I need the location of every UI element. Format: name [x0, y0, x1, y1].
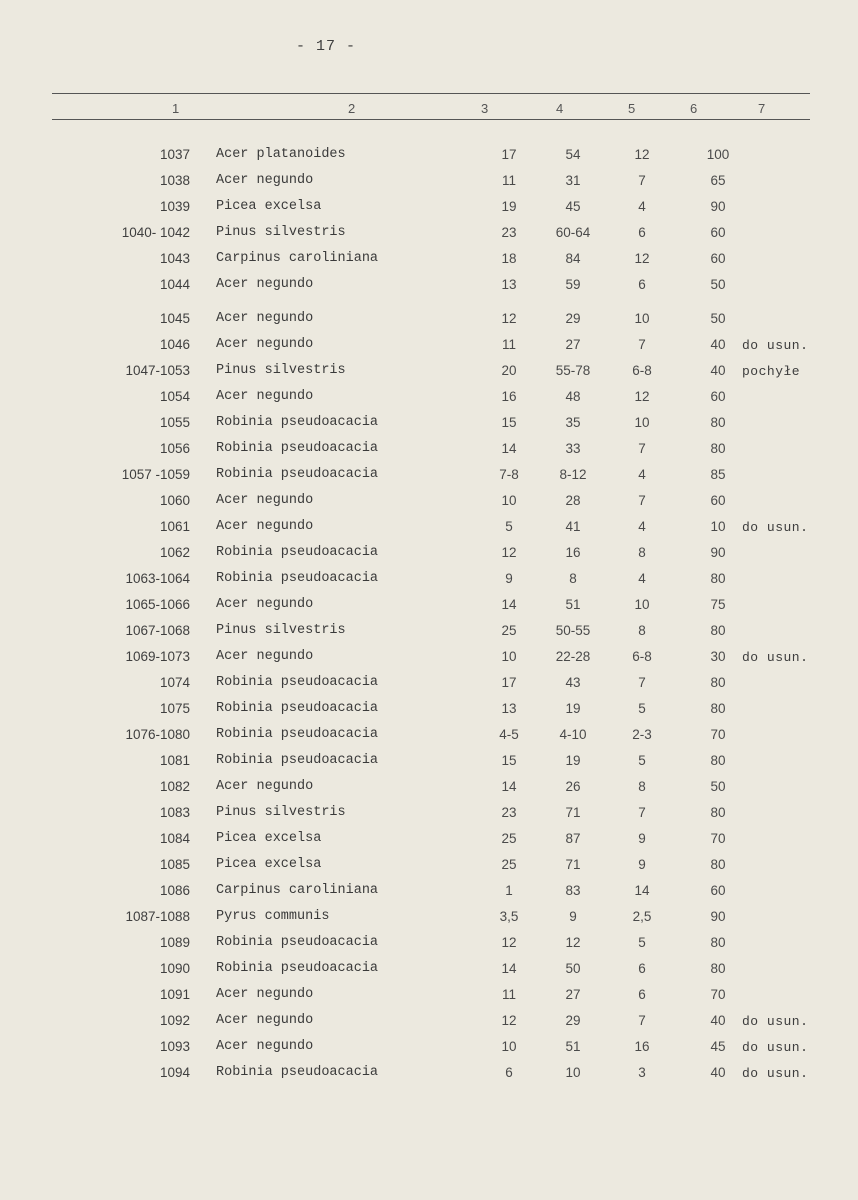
column-5-value: 5	[638, 701, 646, 716]
column-5-value: 4	[638, 571, 646, 586]
column-6-value: 60	[710, 883, 726, 898]
column-6-value: 80	[710, 805, 726, 820]
column-6-value: 40	[710, 363, 726, 378]
column-4-value: 33	[565, 441, 581, 456]
table-row	[0, 248, 858, 274]
table-row	[0, 360, 858, 386]
tree-number: 1092	[159, 1013, 190, 1028]
tree-number: 1082	[159, 779, 190, 794]
column-3-value: 6	[505, 1065, 513, 1080]
column-6-value: 60	[710, 389, 726, 404]
column-4-value: 12	[565, 935, 581, 950]
column-4-value: 22-28	[555, 649, 591, 664]
species-name: Robinia pseudoacacia	[216, 701, 379, 716]
species-name: Acer negundo	[216, 597, 314, 612]
column-3-value: 4-5	[499, 727, 519, 742]
column-3-value: 14	[501, 779, 517, 794]
table-row	[0, 880, 858, 906]
species-name: Pinus silvestris	[216, 623, 346, 638]
table-top-rule	[52, 93, 810, 94]
column-4-value: 50	[565, 961, 581, 976]
column-5-value: 8	[638, 779, 646, 794]
species-name: Pinus silvestris	[216, 805, 346, 820]
column-3-value: 15	[501, 753, 517, 768]
column-4-value: 9	[569, 909, 577, 924]
tree-number: 1065-1066	[125, 597, 190, 612]
column-4-value: 87	[565, 831, 581, 846]
column-3-value: 10	[501, 1039, 517, 1054]
table-row	[0, 724, 858, 750]
tree-number: 1094	[159, 1065, 190, 1080]
column-6-value: 80	[710, 935, 726, 950]
column-3-value: 12	[501, 935, 517, 950]
column-6-value: 70	[710, 831, 726, 846]
species-name: Picea excelsa	[216, 857, 322, 872]
species-name: Robinia pseudoacacia	[216, 753, 379, 768]
table-body	[0, 144, 858, 1088]
tree-number: 1067-1068	[125, 623, 190, 638]
column-5-value: 4	[638, 519, 646, 534]
column-5-value: 5	[638, 753, 646, 768]
column-6-value: 70	[710, 727, 726, 742]
column-5-value: 2,5	[632, 909, 652, 924]
tree-number: 1045	[159, 311, 190, 326]
species-name: Acer negundo	[216, 311, 314, 326]
column-3-value: 11	[501, 337, 516, 352]
species-name: Robinia pseudoacacia	[216, 727, 379, 742]
column-5-value: 6-8	[632, 649, 652, 664]
column-5-value: 7	[638, 441, 646, 456]
tree-number: 1039	[159, 199, 190, 214]
column-5-value: 16	[634, 1039, 650, 1054]
row-gap	[0, 300, 858, 308]
tree-number: 1074	[159, 675, 190, 690]
tree-number: 1089	[159, 935, 190, 950]
column-3-value: 14	[501, 441, 517, 456]
column-5-value: 8	[638, 623, 646, 638]
tree-number: 1076-1080	[125, 727, 190, 742]
column-3-value: 9	[505, 571, 513, 586]
tree-number: 1056	[159, 441, 190, 456]
remark: do usun.	[742, 520, 809, 535]
table-row	[0, 438, 858, 464]
column-5-value: 7	[638, 1013, 646, 1028]
species-name: Acer negundo	[216, 389, 314, 404]
column-header-5: 5	[628, 101, 636, 116]
column-5-value: 10	[634, 597, 650, 612]
tree-number: 1061	[159, 519, 190, 534]
species-name: Robinia pseudoacacia	[216, 961, 379, 976]
table-row	[0, 984, 858, 1010]
column-4-value: 10	[565, 1065, 581, 1080]
column-3-value: 13	[501, 277, 517, 292]
table-row	[0, 776, 858, 802]
tree-number: 1054	[159, 389, 190, 404]
table-row	[0, 412, 858, 438]
column-6-value: 100	[706, 147, 730, 162]
column-6-value: 90	[710, 199, 726, 214]
species-name: Pinus silvestris	[216, 363, 346, 378]
species-name: Picea excelsa	[216, 199, 322, 214]
column-5-value: 12	[634, 389, 650, 404]
column-5-value: 7	[638, 805, 646, 820]
tree-number: 1083	[159, 805, 190, 820]
column-3-value: 17	[501, 147, 517, 162]
column-6-value: 65	[710, 173, 726, 188]
column-3-value: 12	[501, 1013, 517, 1028]
column-6-value: 40	[710, 1013, 726, 1028]
column-4-value: 41	[565, 519, 581, 534]
column-5-value: 9	[638, 857, 646, 872]
species-name: Carpinus caroliniana	[216, 251, 379, 266]
table-row	[0, 542, 858, 568]
tree-number: 1093	[159, 1039, 190, 1054]
column-3-value: 7-8	[499, 467, 519, 482]
column-3-value: 14	[501, 961, 517, 976]
table-row	[0, 1036, 858, 1062]
species-name: Acer negundo	[216, 493, 314, 508]
column-4-value: 51	[565, 597, 581, 612]
table-row	[0, 750, 858, 776]
table-row	[0, 802, 858, 828]
column-4-value: 60-64	[555, 225, 591, 240]
species-name: Acer negundo	[216, 173, 314, 188]
column-5-value: 7	[638, 173, 646, 188]
column-3-value: 17	[501, 675, 517, 690]
species-name: Acer negundo	[216, 277, 314, 292]
tree-number: 1055	[159, 415, 190, 430]
column-header-3: 3	[481, 101, 489, 116]
column-5-value: 7	[638, 675, 646, 690]
column-header-7: 7	[758, 101, 766, 116]
species-name: Robinia pseudoacacia	[216, 1065, 379, 1080]
table-row	[0, 672, 858, 698]
column-6-value: 90	[710, 909, 726, 924]
column-5-value: 2-3	[632, 727, 652, 742]
remark: do usun.	[742, 1040, 809, 1055]
column-4-value: 19	[565, 753, 581, 768]
column-6-value: 40	[710, 1065, 726, 1080]
tree-number: 1062	[159, 545, 190, 560]
column-6-value: 90	[710, 545, 726, 560]
column-3-value: 25	[501, 857, 517, 872]
column-6-value: 85	[710, 467, 726, 482]
column-4-value: 45	[565, 199, 581, 214]
table-row	[0, 646, 858, 672]
column-4-value: 84	[565, 251, 581, 266]
column-6-value: 80	[710, 623, 726, 638]
column-6-value: 45	[710, 1039, 726, 1054]
column-5-value: 6	[638, 987, 646, 1002]
column-3-value: 13	[501, 701, 517, 716]
column-6-value: 60	[710, 251, 726, 266]
column-3-value: 12	[501, 311, 517, 326]
table-row	[0, 386, 858, 412]
column-4-value: 31	[565, 173, 581, 188]
column-5-value: 12	[634, 251, 650, 266]
table-row	[0, 698, 858, 724]
column-5-value: 4	[638, 199, 646, 214]
species-name: Acer negundo	[216, 779, 314, 794]
column-3-value: 14	[501, 597, 517, 612]
table-row	[0, 958, 858, 984]
tree-number: 1086	[159, 883, 190, 898]
column-3-value: 23	[501, 805, 517, 820]
remark: do usun.	[742, 650, 809, 665]
species-name: Robinia pseudoacacia	[216, 571, 379, 586]
table-row	[0, 144, 858, 170]
species-name: Acer negundo	[216, 519, 314, 534]
column-4-value: 48	[565, 389, 581, 404]
tree-number: 1091	[159, 987, 190, 1002]
column-3-value: 15	[501, 415, 517, 430]
remark: do usun.	[742, 1014, 809, 1029]
tree-number: 1085	[159, 857, 190, 872]
table-row	[0, 828, 858, 854]
column-5-value: 9	[638, 831, 646, 846]
table-row	[0, 274, 858, 300]
column-4-value: 27	[565, 337, 581, 352]
tree-number: 1044	[159, 277, 190, 292]
remark: pochyłe	[742, 364, 801, 379]
tree-number: 1038	[159, 173, 190, 188]
column-6-value: 80	[710, 571, 726, 586]
column-3-value: 5	[505, 519, 513, 534]
species-name: Robinia pseudoacacia	[216, 415, 379, 430]
species-name: Acer negundo	[216, 1039, 314, 1054]
column-3-value: 18	[501, 251, 517, 266]
column-4-value: 83	[565, 883, 581, 898]
species-name: Carpinus caroliniana	[216, 883, 379, 898]
column-header-6: 6	[690, 101, 698, 116]
column-4-value: 4-10	[559, 727, 587, 742]
species-name: Acer negundo	[216, 649, 314, 664]
remark: do usun.	[742, 338, 809, 353]
table-row	[0, 196, 858, 222]
page-number: - 17 -	[296, 38, 357, 55]
column-6-value: 80	[710, 701, 726, 716]
column-4-value: 43	[565, 675, 581, 690]
column-3-value: 25	[501, 831, 517, 846]
column-4-value: 71	[565, 805, 581, 820]
tree-number: 1075	[159, 701, 190, 716]
column-4-value: 54	[565, 147, 581, 162]
column-4-value: 51	[565, 1039, 581, 1054]
column-5-value: 6	[638, 225, 646, 240]
column-6-value: 80	[710, 961, 726, 976]
column-4-value: 8-12	[559, 467, 587, 482]
tree-number: 1090	[159, 961, 190, 976]
tree-number: 1057 -1059	[121, 467, 190, 482]
table-row	[0, 222, 858, 248]
column-4-value: 50-55	[555, 623, 591, 638]
tree-number: 1069-1073	[125, 649, 190, 664]
table-row	[0, 170, 858, 196]
tree-number: 1087-1088	[125, 909, 190, 924]
column-6-value: 30	[710, 649, 726, 664]
table-row	[0, 464, 858, 490]
column-5-value: 6	[638, 961, 646, 976]
table-row	[0, 1010, 858, 1036]
column-6-value: 50	[710, 779, 726, 794]
species-name: Acer negundo	[216, 987, 314, 1002]
table-row	[0, 516, 858, 542]
column-4-value: 29	[565, 1013, 581, 1028]
column-4-value: 35	[565, 415, 581, 430]
species-name: Pyrus communis	[216, 909, 330, 924]
column-6-value: 75	[710, 597, 726, 612]
column-5-value: 10	[634, 415, 650, 430]
table-row	[0, 932, 858, 958]
column-4-value: 19	[565, 701, 581, 716]
column-3-value: 11	[501, 173, 516, 188]
species-name: Robinia pseudoacacia	[216, 935, 379, 950]
column-5-value: 12	[634, 147, 650, 162]
column-header-4: 4	[556, 101, 564, 116]
column-4-value: 26	[565, 779, 581, 794]
tree-number: 1037	[159, 147, 190, 162]
table-header-row	[0, 101, 858, 119]
column-5-value: 14	[634, 883, 650, 898]
table-row	[0, 594, 858, 620]
column-5-value: 6	[638, 277, 646, 292]
column-5-value: 5	[638, 935, 646, 950]
table-row	[0, 1062, 858, 1088]
column-3-value: 10	[501, 649, 517, 664]
species-name: Robinia pseudoacacia	[216, 545, 379, 560]
column-6-value: 80	[710, 753, 726, 768]
column-6-value: 60	[710, 493, 726, 508]
column-4-value: 59	[565, 277, 581, 292]
species-name: Acer platanoides	[216, 147, 346, 162]
table-row	[0, 490, 858, 516]
column-4-value: 55-78	[555, 363, 591, 378]
remark: do usun.	[742, 1066, 809, 1081]
tree-number: 1046	[159, 337, 190, 352]
column-6-value: 70	[710, 987, 726, 1002]
column-3-value: 19	[501, 199, 517, 214]
species-name: Robinia pseudoacacia	[216, 467, 379, 482]
column-3-value: 23	[501, 225, 517, 240]
column-4-value: 8	[569, 571, 577, 586]
table-row	[0, 308, 858, 334]
column-6-value: 50	[710, 277, 726, 292]
column-6-value: 80	[710, 441, 726, 456]
column-5-value: 7	[638, 337, 646, 352]
column-4-value: 28	[565, 493, 581, 508]
column-5-value: 6-8	[632, 363, 652, 378]
column-6-value: 10	[710, 519, 726, 534]
column-5-value: 10	[634, 311, 650, 326]
column-5-value: 8	[638, 545, 646, 560]
tree-number: 1060	[159, 493, 190, 508]
tree-number: 1063-1064	[125, 571, 190, 586]
column-4-value: 71	[565, 857, 581, 872]
column-3-value: 11	[501, 987, 516, 1002]
table-row	[0, 334, 858, 360]
column-6-value: 40	[710, 337, 726, 352]
column-4-value: 16	[565, 545, 581, 560]
table-header-rule	[52, 119, 810, 120]
table-row	[0, 906, 858, 932]
tree-number: 1043	[159, 251, 190, 266]
column-3-value: 1	[505, 883, 513, 898]
column-3-value: 12	[501, 545, 517, 560]
column-4-value: 29	[565, 311, 581, 326]
species-name: Acer negundo	[216, 1013, 314, 1028]
table-row	[0, 854, 858, 880]
column-3-value: 20	[501, 363, 517, 378]
column-3-value: 16	[501, 389, 517, 404]
column-6-value: 80	[710, 415, 726, 430]
column-6-value: 50	[710, 311, 726, 326]
column-3-value: 25	[501, 623, 517, 638]
column-3-value: 3,5	[499, 909, 519, 924]
column-5-value: 7	[638, 493, 646, 508]
tree-number: 1084	[159, 831, 190, 846]
species-name: Picea excelsa	[216, 831, 322, 846]
tree-number: 1040- 1042	[121, 225, 190, 240]
column-6-value: 60	[710, 225, 726, 240]
column-6-value: 80	[710, 857, 726, 872]
species-name: Robinia pseudoacacia	[216, 441, 379, 456]
column-header-1: 1	[172, 101, 180, 116]
column-5-value: 4	[638, 467, 646, 482]
tree-number: 1047-1053	[125, 363, 190, 378]
column-6-value: 80	[710, 675, 726, 690]
tree-number: 1081	[159, 753, 190, 768]
table-row	[0, 620, 858, 646]
column-3-value: 10	[501, 493, 517, 508]
species-name: Acer negundo	[216, 337, 314, 352]
column-4-value: 27	[565, 987, 581, 1002]
species-name: Robinia pseudoacacia	[216, 675, 379, 690]
table-row	[0, 568, 858, 594]
column-5-value: 3	[638, 1065, 646, 1080]
column-header-2: 2	[348, 101, 356, 116]
species-name: Pinus silvestris	[216, 225, 346, 240]
